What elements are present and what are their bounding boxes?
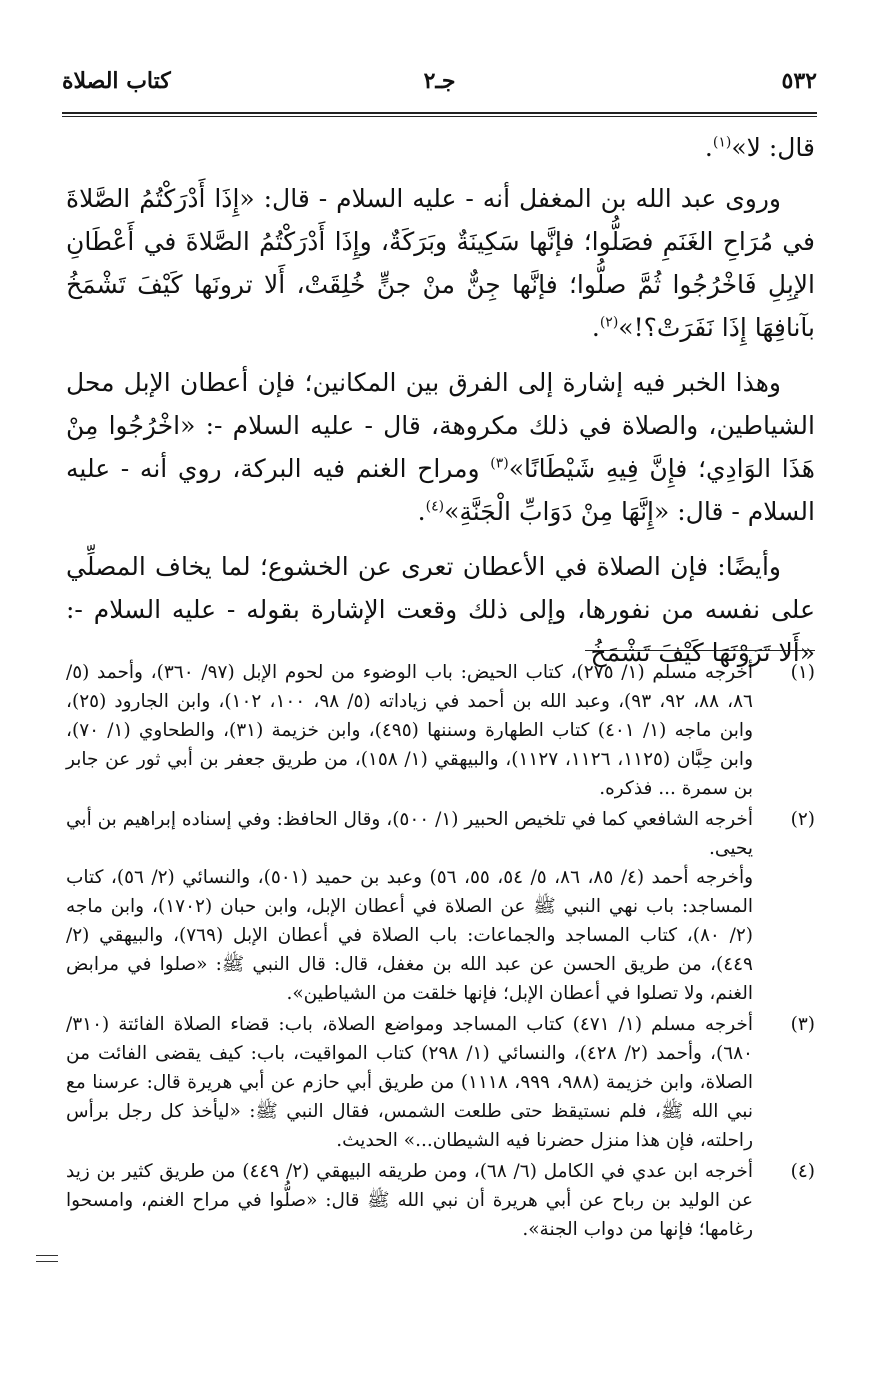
footnote-ref: (٣) <box>490 455 509 472</box>
paragraph-1: قال: لا»$^{(١)}$. <box>704 133 815 162</box>
footnote-number: (١) <box>790 662 815 683</box>
footnote-3 <box>66 1010 815 1155</box>
footnote-text: أخرجه مسلم (١/ ٢٧٥)، كتاب الحيض: باب الوضوء من لحوم الإبل (٩٧/ ٣٦٠)، وأحمد (٥/ ٨٦، ٨٨، ٩٢، ٩٣)، وعبد الله بن أحمد في زياداته (٥/ ٩٨، ١٠٠، ١٠٢)، وابن الجارود (٢٥)، وابن ماجه (١/ ٤٠١) كتاب الطهارة وسننها (٤٩٥)، وابن خزيمة (٣١)، والطحاوي (١/ ٧٠)، وابن حِبَّان (١١٢٥، ١١٢٦، ١١٢٧)، والبيهقي (١/ ١٥٨)، من طريق جعفر بن أبي ثور عن جابر بن سمرة ... فذكره. <box>66 662 754 799</box>
margin-mark <box>36 1255 58 1267</box>
footnote-text: أخرجه ابن عدي في الكامل (٦/ ٦٨)، ومن طريقه البيهقي (٢/ ٤٤٩) من طريق كثير بن زيد عن الوليد بن رباح عن أبي هريرة أن نبي الله ﷺ قال: «صلُّوا في مراح الغنم، وامسحوا رغامها؛ فإنها من دواب الجنة». <box>66 1161 753 1240</box>
footnote-2 <box>66 805 815 1008</box>
paragraph-4: وأيضًا: فإن الصلاة في الأعطان تعرى عن الخشوع؛ لما يخاف المصلِّي على نفسه من نفورها، وإلى ذلك وقعت الإشارة بقوله - عليه السلام -: «أَلا تَرَوْنَهَا كَيْفَ تَشْمَخُ <box>66 552 815 667</box>
footnotes <box>66 658 815 1246</box>
book-title: كتاب الصلاة <box>62 68 171 94</box>
footnote-4 <box>66 1157 815 1244</box>
main-text <box>66 126 815 686</box>
paragraph-3: وهذا الخبر فيه إشارة إلى الفرق بين المكانين؛ فإن أعطان الإبل محل الشياطين، والصلاة في ذلك مكروهة، قال - عليه السلام -: «اخْرُجُوا مِنْ هَذَا الوَادِي؛ فإِنَّ فِيهِ شَيْطَانًا»$^{(٣)}$ ومراح الغنم فيه البركة، روي أنه - عليه السلام - قال: «إِنَّهَا مِنْ دَوَابِّ الْجَنَّةِ»$^{(٤)}$. <box>66 368 815 526</box>
footnote-text: أخرجه الشافعي كما في تلخيص الحبير (١/ ٥٠٠)، وقال الحافظ: وفي إسناده إبراهيم بن أبي يحيى. <box>66 809 753 859</box>
footnote-ref: (١) <box>712 134 732 151</box>
paragraph-2: وروى عبد الله بن المغفل أنه - عليه السلام - قال: «إِذَا أَدْرَكْتُمُ الصَّلاةَ في مُرَاحِ الغَنَمِ فصَلُّوا؛ فإنَّها سَكِينَةٌ وبَرَكَةٌ، وإِذَا أَدْرَكْتُمُ الصَّلاةَ في أَعْطَانِ الإبِلِ فَاخْرُجُوا ثُمَّ صلُّوا؛ فإنَّها جِنٌّ منْ جنٍّ خُلِقَتْ، أَلا ترونَها كَيْفَ تَشْمَخُ بآنافِهَا إِذَا نَفَرَتْ؟!»$^{(٢)}$. <box>66 184 815 342</box>
volume-label: جـ٢ <box>423 68 456 94</box>
header-rule-thin <box>62 116 817 117</box>
footnote-number: (٤) <box>790 1161 815 1182</box>
footnote-1 <box>66 658 815 803</box>
footnote-number: (٢) <box>790 809 815 830</box>
page-number: ٥٣٢ <box>781 68 817 94</box>
footnote-text: وأخرجه أحمد (٤/ ٨٥، ٨٦، ٥/ ٥٤، ٥٥، ٥٦) وعبد بن حميد (٥٠١)، والنسائي (٢/ ٥٦)، كتاب المساجد: باب نهي النبي ﷺ عن الصلاة في أعطان الإبل، وابن حبان (١٧٠٢)، وابن ماجه (٢/ ٨٠)، كتاب المساجد والجماعات: باب الصلاة في أعطان الإبل (٧٦٩)، والبيهقي (٢/ ٤٤٩)، من طريق الحسن عن عبد الله بن مغفل، قال: قال النبي ﷺ: «صلوا في مرابض الغنم، ولا تصلوا في أعطان الإبل؛ فإنها خلقت من الشياطين». <box>66 867 754 1004</box>
footnote-ref: (٤) <box>425 498 445 515</box>
page-header <box>62 58 817 108</box>
footnote-text: أخرجه مسلم (١/ ٤٧١) كتاب المساجد ومواضع الصلاة، باب: قضاء الصلاة الفائتة (٣١٠/ ٦٨٠)، وأحمد (٢/ ٤٢٨)، والنسائي (١/ ٢٩٨) كتاب المواقيت، باب: كيف يقضى الفائت من الصلاة، وابن خزيمة (٩٨٨، ٩٩٩، ١١١٨) من طريق أبي حازم عن أبي هريرة قال: عرسنا مع نبي الله ﷺ، فلم نستيقظ حتى طلعت الشمس، فقال النبي ﷺ: «ليأخذ كل رجل برأس راحلته، فإن هذا منزل حضرنا فيه الشيطان...» الحديث. <box>66 1014 754 1151</box>
footnote-separator <box>585 650 815 651</box>
header-rule <box>62 112 817 114</box>
footnote-number: (٣) <box>790 1014 815 1035</box>
footnote-ref: (٢) <box>599 314 619 331</box>
